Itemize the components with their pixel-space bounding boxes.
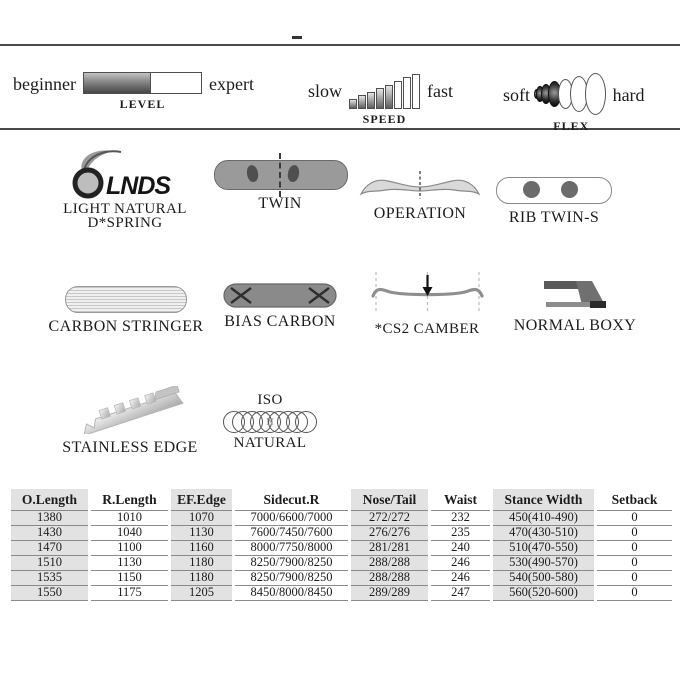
feature-caption: NORMAL BOXY <box>513 317 637 334</box>
table-cell: 8000/7750/8000 <box>234 541 350 556</box>
table-cell: 240 <box>430 541 492 556</box>
feature-iso-natural <box>203 392 337 452</box>
iso-circles-icon <box>223 411 317 433</box>
table-cell: 0 <box>596 526 674 541</box>
feature-caption: STAINLESS EDGE <box>62 439 198 456</box>
table-cell: 247 <box>430 586 492 601</box>
feature-caption: TWIN <box>258 195 302 212</box>
top-dash <box>292 36 302 39</box>
level-bar <box>83 72 202 94</box>
iso-circle: N <box>259 411 281 433</box>
level-indicator <box>13 72 254 112</box>
table-cell: 560(520-600) <box>492 586 596 601</box>
feature-caption: OPERATION <box>373 205 467 222</box>
speed-caption: SPEED <box>362 112 407 126</box>
table-cell: 1430 <box>10 526 90 541</box>
table-row <box>10 571 674 586</box>
table-row <box>10 511 674 526</box>
feature-caption: *CS2 CAMBER <box>374 321 480 337</box>
level-right-label: expert <box>208 73 254 94</box>
feature-lnds <box>50 148 200 230</box>
normal-boxy-icon <box>532 276 618 312</box>
natural-label: NATURAL <box>233 435 307 451</box>
spec-table-wrap <box>8 489 672 601</box>
feature-stainless-edge <box>56 386 204 457</box>
center-dash-line <box>279 153 281 197</box>
iso-circle <box>295 411 317 433</box>
speed-indicator <box>308 72 453 127</box>
speed-bar <box>367 92 375 109</box>
table-cell: 1130 <box>170 526 234 541</box>
table-cell: 1160 <box>170 541 234 556</box>
table-cell: 1040 <box>90 526 170 541</box>
column-header: Nose/Tail <box>350 489 430 511</box>
speed-bar <box>394 81 402 109</box>
column-header: R.Length <box>90 489 170 511</box>
table-cell: 0 <box>596 586 674 601</box>
table-cell: 7000/6600/7000 <box>234 511 350 526</box>
table-cell: 1130 <box>90 556 170 571</box>
column-header: Stance Width <box>492 489 596 511</box>
table-cell: 1380 <box>10 511 90 526</box>
level-bar-fill <box>84 73 151 93</box>
table-cell: 288/288 <box>350 556 430 571</box>
spec-table <box>8 489 675 601</box>
speed-bar <box>412 74 420 109</box>
level-caption: LEVEL <box>119 97 166 111</box>
table-cell: 530(490-570) <box>492 556 596 571</box>
table-cell: 1150 <box>90 571 170 586</box>
speed-bar <box>385 85 393 109</box>
lnds-logo-icon <box>66 148 184 200</box>
table-cell: 1470 <box>10 541 90 556</box>
table-cell: 1100 <box>90 541 170 556</box>
column-header: EF.Edge <box>170 489 234 511</box>
table-cell: 232 <box>430 511 492 526</box>
iso-label: ISO <box>257 392 283 408</box>
table-cell: 1205 <box>170 586 234 601</box>
table-cell: 272/272 <box>350 511 430 526</box>
level-left-label: beginner <box>13 73 76 94</box>
feature-caption: LIGHT NATURAL D*SPRING <box>63 201 187 231</box>
table-cell: 0 <box>596 571 674 586</box>
flex-ellipse <box>585 73 606 114</box>
table-cell: 246 <box>430 571 492 586</box>
table-cell: 289/289 <box>350 586 430 601</box>
column-header: Setback <box>596 489 674 511</box>
table-row <box>10 526 674 541</box>
table-cell: 1535 <box>10 571 90 586</box>
table-cell: 7600/7450/7600 <box>234 526 350 541</box>
speed-bars <box>349 72 420 109</box>
flex-caption: FLEX <box>553 119 590 133</box>
column-header: Waist <box>430 489 492 511</box>
speed-bar <box>349 99 357 109</box>
flex-right-label: hard <box>612 84 645 105</box>
table-cell: 0 <box>596 541 674 556</box>
table-cell: 1510 <box>10 556 90 571</box>
table-cell: 450(410-490) <box>492 511 596 526</box>
feature-carbon-stringer <box>48 286 204 336</box>
table-cell: 8250/7900/8250 <box>234 556 350 571</box>
feature-caption: CARBON STRINGER <box>48 318 204 335</box>
table-cell: 510(470-550) <box>492 541 596 556</box>
table-cell: 0 <box>596 511 674 526</box>
spec-table-body <box>10 511 674 601</box>
speed-bar <box>403 77 411 109</box>
table-row <box>10 586 674 601</box>
rib-board-icon <box>496 177 612 204</box>
table-cell: 1010 <box>90 511 170 526</box>
speed-right-label: fast <box>427 81 454 101</box>
feature-caption: BIAS CARBON <box>224 313 336 330</box>
stainless-edge-icon <box>71 386 189 434</box>
table-row <box>10 541 674 556</box>
feature-normal-boxy <box>505 276 645 335</box>
column-header: O.Length <box>10 489 90 511</box>
flex-ellipses <box>537 72 606 116</box>
cs2-camber-icon <box>370 270 485 316</box>
table-cell: 281/281 <box>350 541 430 556</box>
column-header: Sidecut.R <box>234 489 350 511</box>
table-cell: 1180 <box>170 556 234 571</box>
table-cell: 540(500-580) <box>492 571 596 586</box>
feature-rib-twin-s <box>494 177 614 227</box>
table-cell: 1175 <box>90 586 170 601</box>
divider-top <box>0 44 680 46</box>
table-cell: 235 <box>430 526 492 541</box>
feature-caption: RIB TWIN-S <box>508 209 600 226</box>
table-cell: 1070 <box>170 511 234 526</box>
flex-indicator <box>503 72 645 134</box>
table-cell: 8450/8000/8450 <box>234 586 350 601</box>
feature-operation <box>354 170 486 223</box>
feature-twin <box>212 160 348 213</box>
carbon-stringer-icon <box>65 286 187 313</box>
bias-carbon-icon <box>223 283 337 308</box>
operation-icon <box>358 170 482 200</box>
twin-board-icon <box>214 160 346 190</box>
svg-text:LNDS: LNDS <box>106 172 171 200</box>
table-cell: 0 <box>596 556 674 571</box>
table-cell: 276/276 <box>350 526 430 541</box>
table-cell: 470(430-510) <box>492 526 596 541</box>
table-cell: 1550 <box>10 586 90 601</box>
spec-table-head <box>10 489 674 511</box>
feature-bias-carbon <box>212 283 348 331</box>
feature-cs2-camber <box>366 270 488 338</box>
flex-left-label: soft <box>503 84 530 105</box>
speed-left-label: slow <box>308 81 343 101</box>
table-row <box>10 556 674 571</box>
table-cell: 288/288 <box>350 571 430 586</box>
speed-bar <box>358 95 366 109</box>
table-cell: 246 <box>430 556 492 571</box>
table-cell: 8250/7900/8250 <box>234 571 350 586</box>
table-cell: 1180 <box>170 571 234 586</box>
speed-bar <box>376 88 384 109</box>
